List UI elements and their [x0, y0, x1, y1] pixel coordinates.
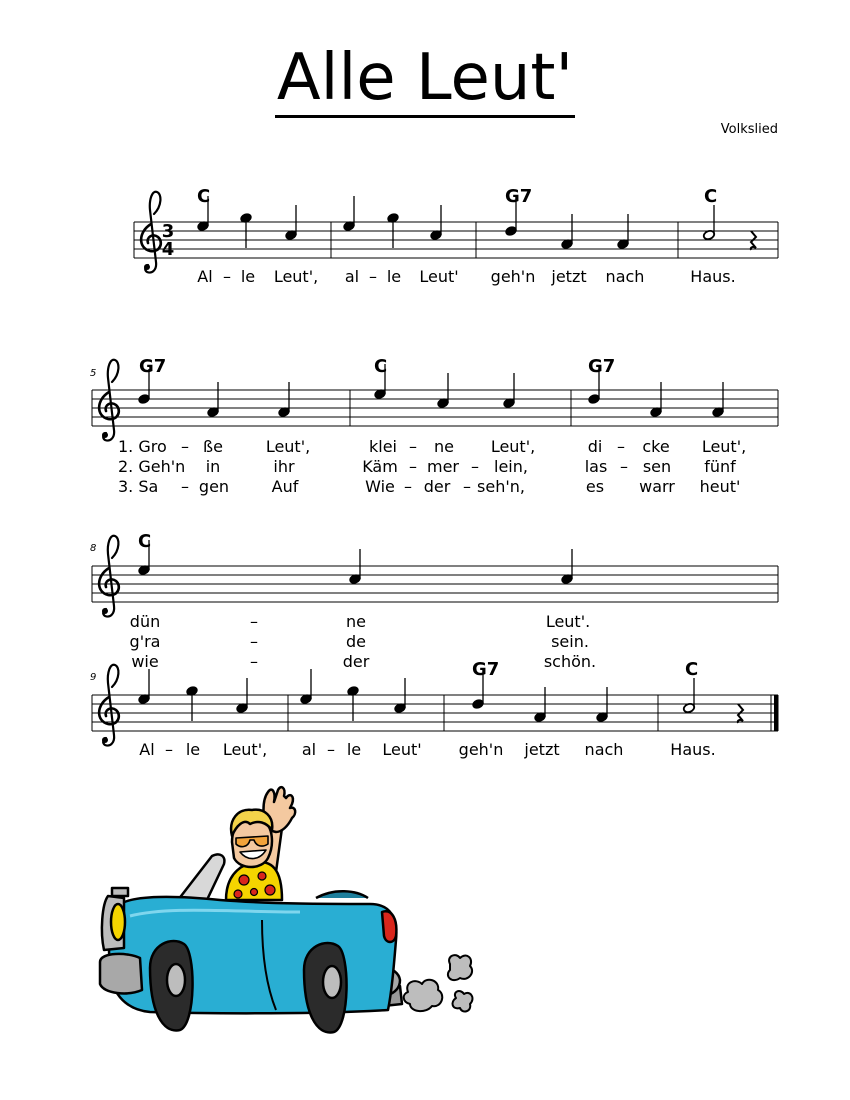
- lyric-syllable: Leut',: [490, 437, 536, 456]
- lyrics-verse-3: [131, 652, 596, 671]
- lyric-syllable: nach: [584, 740, 624, 759]
- chord-label: C: [704, 186, 718, 207]
- lyric-syllable: cke: [642, 437, 670, 456]
- lyric-syllable: Leut': [419, 267, 459, 286]
- treble-clef-icon: [141, 192, 161, 273]
- lyric-hyphen: –: [369, 267, 377, 286]
- wheel-icon: [304, 943, 347, 1032]
- lyric-syllable: jetzt: [524, 740, 560, 759]
- lyric-hyphen: –: [404, 477, 412, 496]
- chord-label: G7: [588, 356, 616, 377]
- lyric-syllable: las: [584, 457, 608, 476]
- lyric-syllable: seh'n,: [477, 477, 525, 496]
- lyric-syllable: Leut',: [222, 740, 268, 759]
- lyrics-verse-2: [118, 457, 736, 476]
- lyric-syllable: ihr: [273, 457, 295, 476]
- treble-clef-icon: [99, 360, 119, 441]
- lyric-syllable: di: [587, 437, 603, 456]
- lyric-syllable: le: [346, 740, 362, 759]
- lyric-syllable: 2. Geh'n: [118, 457, 186, 476]
- lyric-syllable: jetzt: [551, 267, 587, 286]
- lyric-syllable: le: [185, 740, 201, 759]
- lyric-syllable: lein,: [494, 457, 528, 476]
- lyric-syllable: al: [301, 740, 317, 759]
- lyric-syllable: ne: [434, 437, 454, 456]
- lyric-hyphen: –: [181, 437, 189, 456]
- lyric-hyphen: –: [617, 437, 625, 456]
- lyric-syllable: warr: [639, 477, 675, 496]
- lyric-hyphen: –: [471, 457, 479, 476]
- lyric-hyphen: –: [327, 740, 335, 759]
- lyric-syllable: Leut',: [273, 267, 319, 286]
- lyric-hyphen: –: [223, 267, 231, 286]
- staff-system-4: [90, 659, 779, 759]
- notes-system-4: [138, 669, 743, 723]
- lyric-syllable: Leut',: [701, 437, 747, 456]
- lyric-syllable: le: [386, 267, 402, 286]
- lyric-syllable: klei: [369, 437, 397, 456]
- lyric-hyphen: –: [250, 652, 258, 671]
- lyric-syllable: Al: [139, 740, 155, 759]
- song-title: Alle Leut': [0, 46, 850, 110]
- lyric-syllable: Al: [197, 267, 213, 286]
- treble-clef-icon: [99, 665, 119, 746]
- time-signature-top: 3: [161, 221, 175, 242]
- lyric-syllable: Wie: [365, 477, 395, 496]
- staff-system-2: [90, 356, 778, 496]
- lyrics-verse-1: [130, 612, 590, 631]
- lyric-syllable: g'ra: [129, 632, 161, 651]
- lyric-syllable: ße: [203, 437, 223, 456]
- lyric-syllable: ne: [346, 612, 366, 631]
- lyric-hyphen: –: [620, 457, 628, 476]
- lyric-syllable: geh'n: [458, 740, 504, 759]
- exhaust-smoke-icon: [404, 955, 473, 1011]
- lyric-hyphen: –: [250, 612, 258, 631]
- measure-number: 9: [90, 672, 97, 683]
- lyric-syllable: dün: [129, 612, 161, 631]
- lyric-syllable: Haus.: [670, 740, 716, 759]
- lyric-syllable: fünf: [704, 457, 736, 476]
- lyric-syllable: geh'n: [490, 267, 536, 286]
- lyric-syllable: nach: [605, 267, 645, 286]
- lyric-syllable: sen: [642, 457, 672, 476]
- lyric-syllable: heut': [699, 477, 741, 496]
- final-barline: [774, 695, 779, 731]
- lyric-syllable: Auf: [271, 477, 299, 496]
- chord-label: C: [685, 659, 699, 680]
- lyric-syllable: Leut': [382, 740, 422, 759]
- lyric-syllable: gen: [198, 477, 230, 496]
- chord-label: C: [138, 531, 152, 552]
- lyric-syllable: es: [585, 477, 605, 496]
- lyrics-line: [139, 740, 715, 759]
- lyric-syllable: de: [346, 632, 366, 651]
- lyric-hyphen: –: [409, 457, 417, 476]
- measure-number: 8: [90, 543, 97, 554]
- notes-system-3: [138, 540, 573, 584]
- time-signature-bottom: 4: [161, 239, 175, 260]
- lyrics-line: [197, 267, 735, 286]
- car-driver-illustration: [100, 787, 472, 1032]
- lyric-syllable: Haus.: [690, 267, 736, 286]
- lyric-syllable: schön.: [543, 652, 597, 671]
- lyric-syllable: al: [344, 267, 360, 286]
- lyric-hyphen: –: [409, 437, 417, 456]
- chord-label: C: [197, 186, 211, 207]
- lyric-syllable: in: [205, 457, 221, 476]
- lyric-syllable: wie: [131, 652, 159, 671]
- lyric-syllable: der: [342, 652, 370, 671]
- notes-system-2: [138, 364, 724, 417]
- lyric-syllable: sein.: [551, 632, 589, 651]
- chord-label: G7: [472, 659, 500, 680]
- lyric-hyphen: –: [181, 477, 189, 496]
- lyric-syllable: 1. Gro: [118, 437, 167, 456]
- wheel-icon: [150, 941, 193, 1030]
- lyrics-verse-2: [130, 632, 589, 651]
- lyric-syllable: mer: [426, 457, 460, 476]
- staff-system-3: [90, 531, 778, 671]
- lyric-syllable: Leut',: [265, 437, 311, 456]
- lyrics-verse-1: [118, 437, 746, 456]
- lyric-syllable: le: [240, 267, 256, 286]
- chord-label: G7: [505, 186, 533, 207]
- treble-clef-icon: [99, 536, 119, 617]
- chord-label: C: [374, 356, 388, 377]
- lyric-hyphen: –: [165, 740, 173, 759]
- lyric-hyphen: –: [463, 477, 471, 496]
- measure-number: 5: [90, 368, 97, 379]
- lyric-hyphen: –: [250, 632, 258, 651]
- lyric-syllable: Leut'.: [545, 612, 591, 631]
- composer-credit: Volkslied: [720, 122, 778, 137]
- lyric-syllable: 3. Sa: [118, 477, 159, 496]
- chord-label: G7: [139, 356, 167, 377]
- staff-system-1: [134, 186, 778, 286]
- lyrics-verse-3: [118, 477, 740, 496]
- lyric-syllable: der: [423, 477, 451, 496]
- lyric-syllable: Käm: [362, 457, 398, 476]
